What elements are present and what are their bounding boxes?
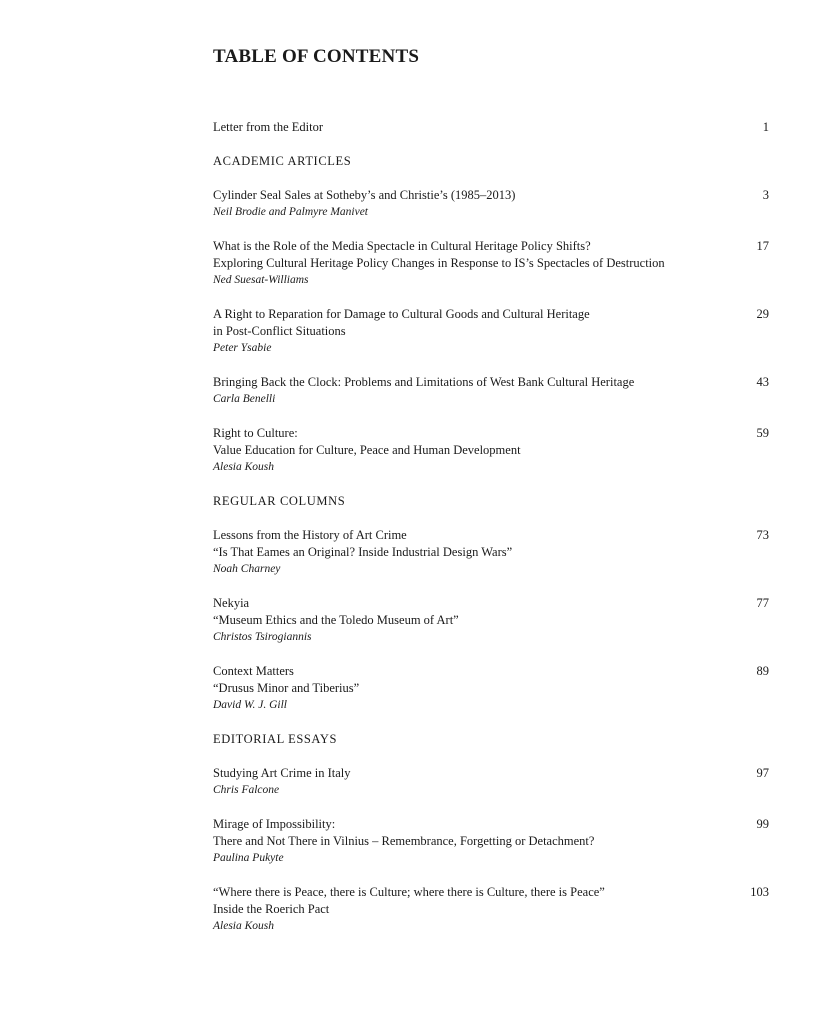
entry-title-line: Lessons from the History of Art Crime [213, 528, 407, 542]
entry-title-line: Inside the Roerich Pact [213, 902, 330, 916]
entry-title-line: There and Not There in Vilnius – Remembrance, Forgetting or Detachment? [213, 834, 595, 848]
entry-author: Alesia Koush [213, 461, 275, 473]
section-heading: REGULAR COLUMNS [213, 494, 346, 508]
toc-entry [213, 306, 769, 357]
entry-title-line: Right to Culture: [213, 426, 298, 440]
entry-page-number: 3 [762, 188, 769, 202]
entry-author: Ned Suesat-Williams [213, 274, 309, 286]
entry-author: David W. J. Gill [213, 699, 287, 711]
entry-title-line: What is the Role of the Media Spectacle in Cultural Heritage Policy Shifts? [213, 239, 591, 253]
entry-author: Christos Tsirogiannis [213, 631, 312, 643]
entry-title-line: Value Education for Culture, Peace and Human Development [213, 443, 521, 457]
entry-page-number: 103 [750, 885, 769, 899]
entry-title-line: Bringing Back the Clock: Problems and Limitations of West Bank Cultural Heritage [213, 375, 635, 389]
page-title: TABLE OF CONTENTS [213, 46, 420, 67]
entry-title: Letter from the Editor [213, 120, 324, 134]
entry-page-number: 43 [756, 375, 769, 389]
entry-page-number: 77 [756, 596, 769, 610]
entry-title-line: A Right to Reparation for Damage to Cultural Goods and Cultural Heritage [213, 307, 590, 321]
entry-title-line: “Where there is Peace, there is Culture; where there is Culture, there is Peace” [213, 885, 605, 899]
entry-title-line: in Post-Conflict Situations [213, 324, 346, 338]
toc-entry [213, 527, 769, 578]
entry-title-line: Studying Art Crime in Italy [213, 766, 351, 780]
toc-entry [213, 663, 769, 714]
entry-author: Neil Brodie and Palmyre Manivet [213, 206, 368, 218]
toc-entry [213, 884, 769, 935]
entry-title-line: “Is That Eames an Original? Inside Industrial Design Wars” [213, 545, 513, 559]
entry-title-line: Exploring Cultural Heritage Policy Changes in Response to IS’s Spectacles of Destruction [213, 256, 665, 270]
toc-entry [213, 816, 769, 867]
entry-author: Peter Ysabie [213, 342, 272, 354]
entry-author: Chris Falcone [213, 784, 280, 796]
section-heading: EDITORIAL ESSAYS [213, 732, 338, 746]
entry-author: Paulina Pukyte [213, 852, 284, 864]
toc-entry [213, 238, 769, 289]
entry-title-line: Context Matters [213, 664, 294, 678]
entry-title-line: Cylinder Seal Sales at Sotheby’s and Christie’s (1985–2013) [213, 188, 516, 202]
entry-page-number: 17 [756, 239, 769, 253]
entry-author: Noah Charney [213, 563, 281, 575]
toc-entry-letter [213, 119, 769, 136]
section-heading: ACADEMIC ARTICLES [213, 154, 352, 168]
entry-page-number: 1 [762, 120, 769, 134]
entry-title-line: “Drusus Minor and Tiberius” [213, 681, 360, 695]
toc-list [213, 119, 769, 935]
entry-page-number: 89 [756, 664, 769, 678]
entry-page-number: 29 [756, 307, 769, 321]
toc-entry [213, 187, 769, 221]
entry-title-line: Nekyia [213, 596, 250, 610]
toc-entry [213, 765, 769, 799]
entry-page-number: 59 [756, 426, 769, 440]
entry-page-number: 73 [756, 528, 769, 542]
toc-entry [213, 425, 769, 476]
entry-page-number: 99 [756, 817, 769, 831]
entry-author: Alesia Koush [213, 920, 275, 932]
entry-title-line: Mirage of Impossibility: [213, 817, 336, 831]
sections [213, 136, 769, 935]
toc-entry [213, 595, 769, 646]
entry-title-line: “Museum Ethics and the Toledo Museum of Art” [213, 613, 459, 627]
entry-author: Carla Benelli [213, 393, 276, 405]
toc-entry [213, 374, 769, 408]
entry-page-number: 97 [756, 766, 769, 780]
